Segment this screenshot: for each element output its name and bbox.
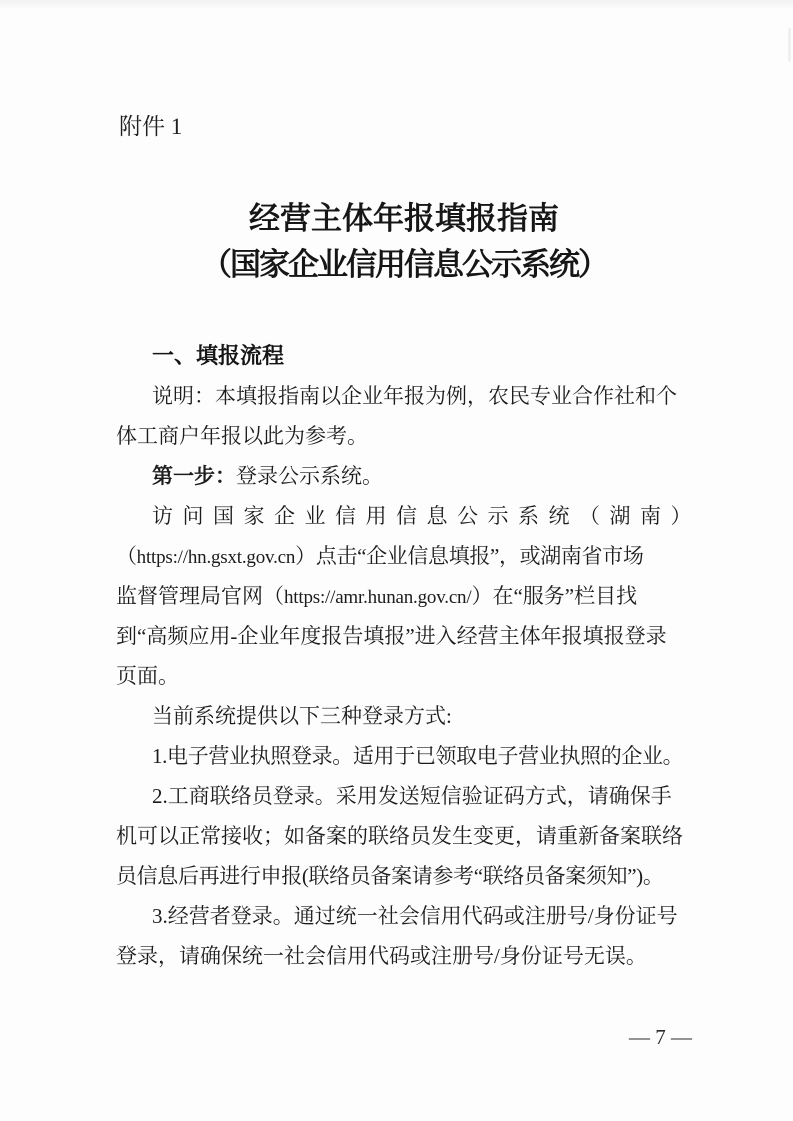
body-line-highfreq: 到“高频应用-企业年度报告填报”进入经营主体年报填报登录 <box>116 624 667 648</box>
body-line-method-2: 2.工商联络员登录。采用发送短信验证码方式，请确保手 <box>152 784 672 808</box>
after-gsxt-url: ）点击“企业信息填报”，或湖南省市场 <box>295 544 644 568</box>
amr-url-text: https://amr.hunan.gov.cn/ <box>284 587 472 608</box>
section-heading: 一、填报流程 <box>152 343 285 368</box>
scan-artifact-top <box>0 0 793 10</box>
body-line-method-3b: 登录，请确保统一社会信用代码或注册号/身份证号无误。 <box>116 944 647 968</box>
page-number: — 7 — <box>629 1025 692 1049</box>
gsxt-url-text: https://hn.gsxt.gov.cn <box>136 547 296 568</box>
body-line-step1 <box>116 456 692 496</box>
body-line-note-2: 体工商户年报以此为参考。 <box>116 424 368 448</box>
body-line-method-1: 1.电子营业执照登录。适用于已领取电子营业执照的企业。 <box>152 744 684 768</box>
body-line-note-1: 说明：本填报指南以企业年报为例，农民专业合作社和个 <box>152 384 677 408</box>
body-line-method-2b: 机可以正常接收；如备案的联络员发生变更，请重新备案联络 <box>116 824 683 848</box>
body-line-visit: 访问国家企业信用信息公示系统（湖南） <box>152 504 701 528</box>
paren-open: （ <box>116 544 137 568</box>
body-line-login-methods: 当前系统提供以下三种登录方式: <box>152 704 452 728</box>
step1-text: 登录公示系统。 <box>236 464 383 488</box>
body-line-page-end: 页面。 <box>116 664 179 688</box>
body-line-method-2c: 员信息后再进行申报(联络员备案请参考“联络员备案须知”)。 <box>116 864 664 888</box>
document-title-line1: 经营主体年报填报指南 <box>249 201 559 236</box>
before-amr-url: 监督管理局官网（ <box>116 584 284 608</box>
document-title <box>110 196 698 288</box>
body-line-method-3: 3.经营者登录。通过统一社会信用代码或注册号/身份证号 <box>152 904 678 928</box>
body-line-url-amr <box>116 576 692 616</box>
scan-artifact-edge <box>788 28 791 62</box>
step1-label: 第一步： <box>152 464 236 488</box>
document-body <box>116 336 701 976</box>
body-line-url-gsxt <box>116 536 692 576</box>
after-amr-url: ）在“服务”栏目找 <box>471 584 638 608</box>
attachment-label: 附件 1 <box>119 114 183 139</box>
document-title-line2: （国家企业信用信息公示系统） <box>201 247 607 282</box>
